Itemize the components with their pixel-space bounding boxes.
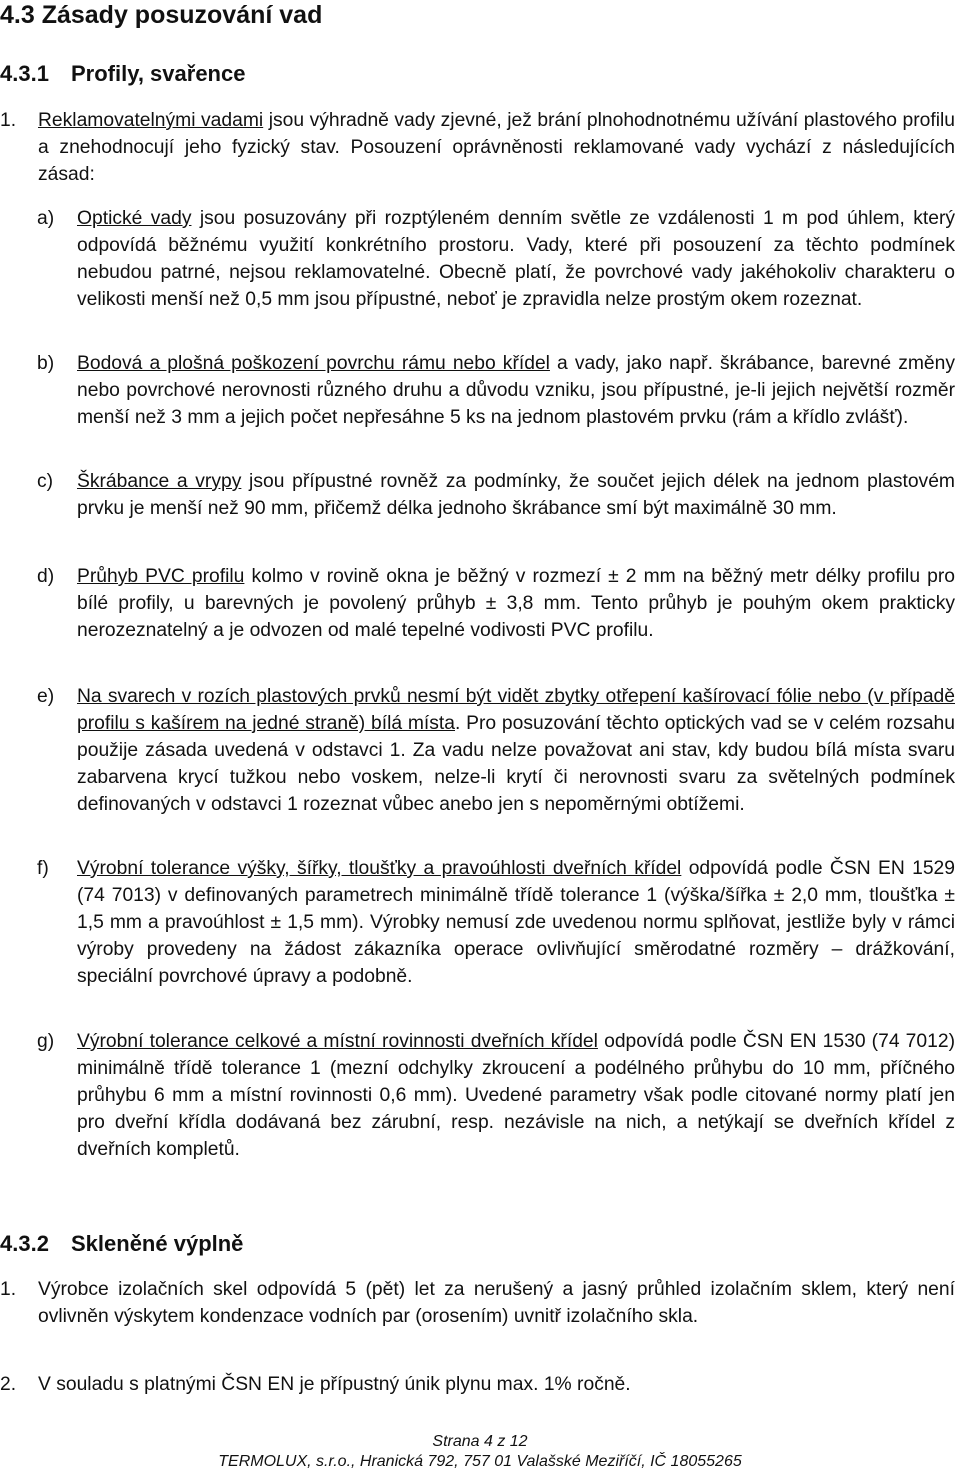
underlined-term: Škrábance a vrypy [77, 471, 242, 492]
list-marker: g) [37, 1031, 55, 1052]
list-marker: f) [37, 858, 49, 879]
item-text: kolmo v rovině okna je běžný v rozmezí ± 2 mm na běžný metr délky profilu pro bílé profily, u barevných je povolený průhyb ± 3,8 mm. Tento průhyb je pouhým okem prakticky nerozeznatelný a je odvozen od malé tepelné vodivosti PVC profilu. [77, 566, 955, 641]
list-marker: b) [37, 353, 55, 374]
item-text: odpovídá podle ČSN EN 1529 (74 7013) v definovaných parametrech minimálně třídě tolerance 1 (výška/šířka ± 2,0 mm, tloušťka ± 1,5 mm a pravoúhlost ± 1,5 mm). Výrobky nemusí zde uvedenou normu splňovat, jestliže byly v rámci výroby provedeny na žádost zákazníka operace ovlivňující směrodatné rozměry – drážkování, speciální povrchové úpravy a podobně. [77, 858, 955, 987]
item-text: a vady, jako např. škrábance, barevné změny nebo povrchové nerovnosti různého druhu a důvodu vzniku, jsou přípustné, je-li jejich největší rozměr menší než 3 mm a jejich počet nepřesáhne 5 ks na jednom plastovém prvku (rám a křídlo zvlášť). [77, 353, 955, 428]
list-marker: 1. [0, 1279, 17, 1300]
list-item-g [37, 1028, 955, 1163]
list-marker: a) [37, 208, 55, 229]
list-item-c [37, 468, 955, 522]
item-text: . Pro posuzování těchto optických vad se v celém rozsahu použije zásada uvedená v odstavci 1. Za vadu nelze považovat ani stav, kdy budou bílá místa svaru zabarvena krycí tužkou nebo voskem, nelze-li krytí či nerovnosti svaru za světelných podmínek definovaných v odstavci 1 rozeznat vůbec anebo jen s nepoměrnými obtížemi. [77, 713, 955, 815]
item-text: jsou posuzovány při rozptýleném denním světle ze vzdálenosti 1 m pod úhlem, který odpovídá běžnému využití konkrétního prostoru. Vady, které při posouzení za těchto podmínek nebudou patrné, nejsou reklamovatelné. Obecně platí, že povrchové vady jakéhokoliv charakteru o velikosti menší než 0,5 mm jsou přípustné, neboť je zpravidla nelze prostým okem rozeznat. [77, 208, 956, 310]
list-marker: e) [37, 686, 55, 707]
underlined-term: Na svarech v rozích plastových prvků nesmí být vidět zbytky otřepení kašírovací fólie nebo (v případě profilu s kašírem na jedné straně) bílá místa [77, 686, 955, 734]
list-item-d [37, 563, 955, 644]
underlined-term: Výrobní tolerance výšky, šířky, tloušťky a pravoúhlosti dveřních křídel [77, 858, 682, 879]
list-marker: 2. [0, 1374, 17, 1395]
paragraph-text: V souladu s platnými ČSN EN je přípustný únik plynu max. 1% ročně. [38, 1374, 631, 1395]
list-item-e [37, 683, 955, 818]
subsection-title-glass [0, 1230, 243, 1258]
subsection-number: 4.3.1 [0, 61, 49, 86]
glass-paragraph-1 [0, 1276, 955, 1330]
underlined-term: Reklamovatelnými vadami [38, 110, 264, 131]
footer-company: TERMOLUX, s.r.o., Hranická 792, 757 01 Valašské Meziříčí, IČ 18055265 [218, 1453, 742, 1470]
list-item-f [37, 855, 955, 990]
footer-page-number: Strana 4 z 12 [432, 1433, 528, 1450]
paragraph-text: Výrobce izolačních skel odpovídá 5 (pět) let za nerušený a jasný průhled izolačním sklem, který není ovlivněn výskytem kondenzace vodních par (orosením) uvnitř izolačního skla. [38, 1279, 955, 1327]
subsection-title-profiles [0, 60, 245, 88]
subsection-label: Skleněné výplně [71, 1231, 244, 1256]
underlined-term: Bodová a plošná poškození povrchu rámu nebo křídel [77, 353, 550, 374]
underlined-term: Průhyb PVC profilu [77, 566, 245, 587]
subsection-number: 4.3.2 [0, 1231, 49, 1256]
list-marker: 1. [0, 110, 17, 131]
item-text: odpovídá podle ČSN EN 1530 (74 7012) minimálně třídě tolerance 1 (mezní odchylky zkroucení a podélného průhybu do 10 mm, příčného průhybu 6 mm a místní rovinnosti 0,6 mm). Uvedené parametry však podle citované normy platí jen pro dveřní křídla dodávaná bez zárubní, resp. nezávisle na nich, a netýkají se dveřních křídel z dveřních kompletů. [77, 1031, 955, 1160]
list-marker: c) [37, 471, 54, 492]
list-item-b [37, 350, 955, 431]
underlined-term: Optické vady [77, 208, 192, 229]
item-text: jsou přípustné rovněž za podmínky, že součet jejich délek na jednom plastovém prvku je menší než 90 mm, přičemž délka jednoho škrábance smí být maximálně 30 mm. [77, 471, 955, 519]
paragraph-text: jsou výhradně vady zjevné, jež brání plnohodnotnému užívání plastového profilu a znehodnocují jeho fyzický stav. Posouzení oprávněnosti reklamované vady vychází z následujících zásad: [38, 110, 955, 185]
paragraph-1 [0, 107, 955, 188]
subsection-label: Profily, svařence [71, 61, 246, 86]
list-marker: d) [37, 566, 55, 587]
underlined-term: Výrobní tolerance celkové a místní rovinnosti dveřních křídel [77, 1031, 598, 1052]
glass-paragraph-2 [0, 1371, 955, 1398]
section-title: 4.3 Zásady posuzování vad [0, 1, 323, 29]
list-item-a [37, 205, 956, 313]
